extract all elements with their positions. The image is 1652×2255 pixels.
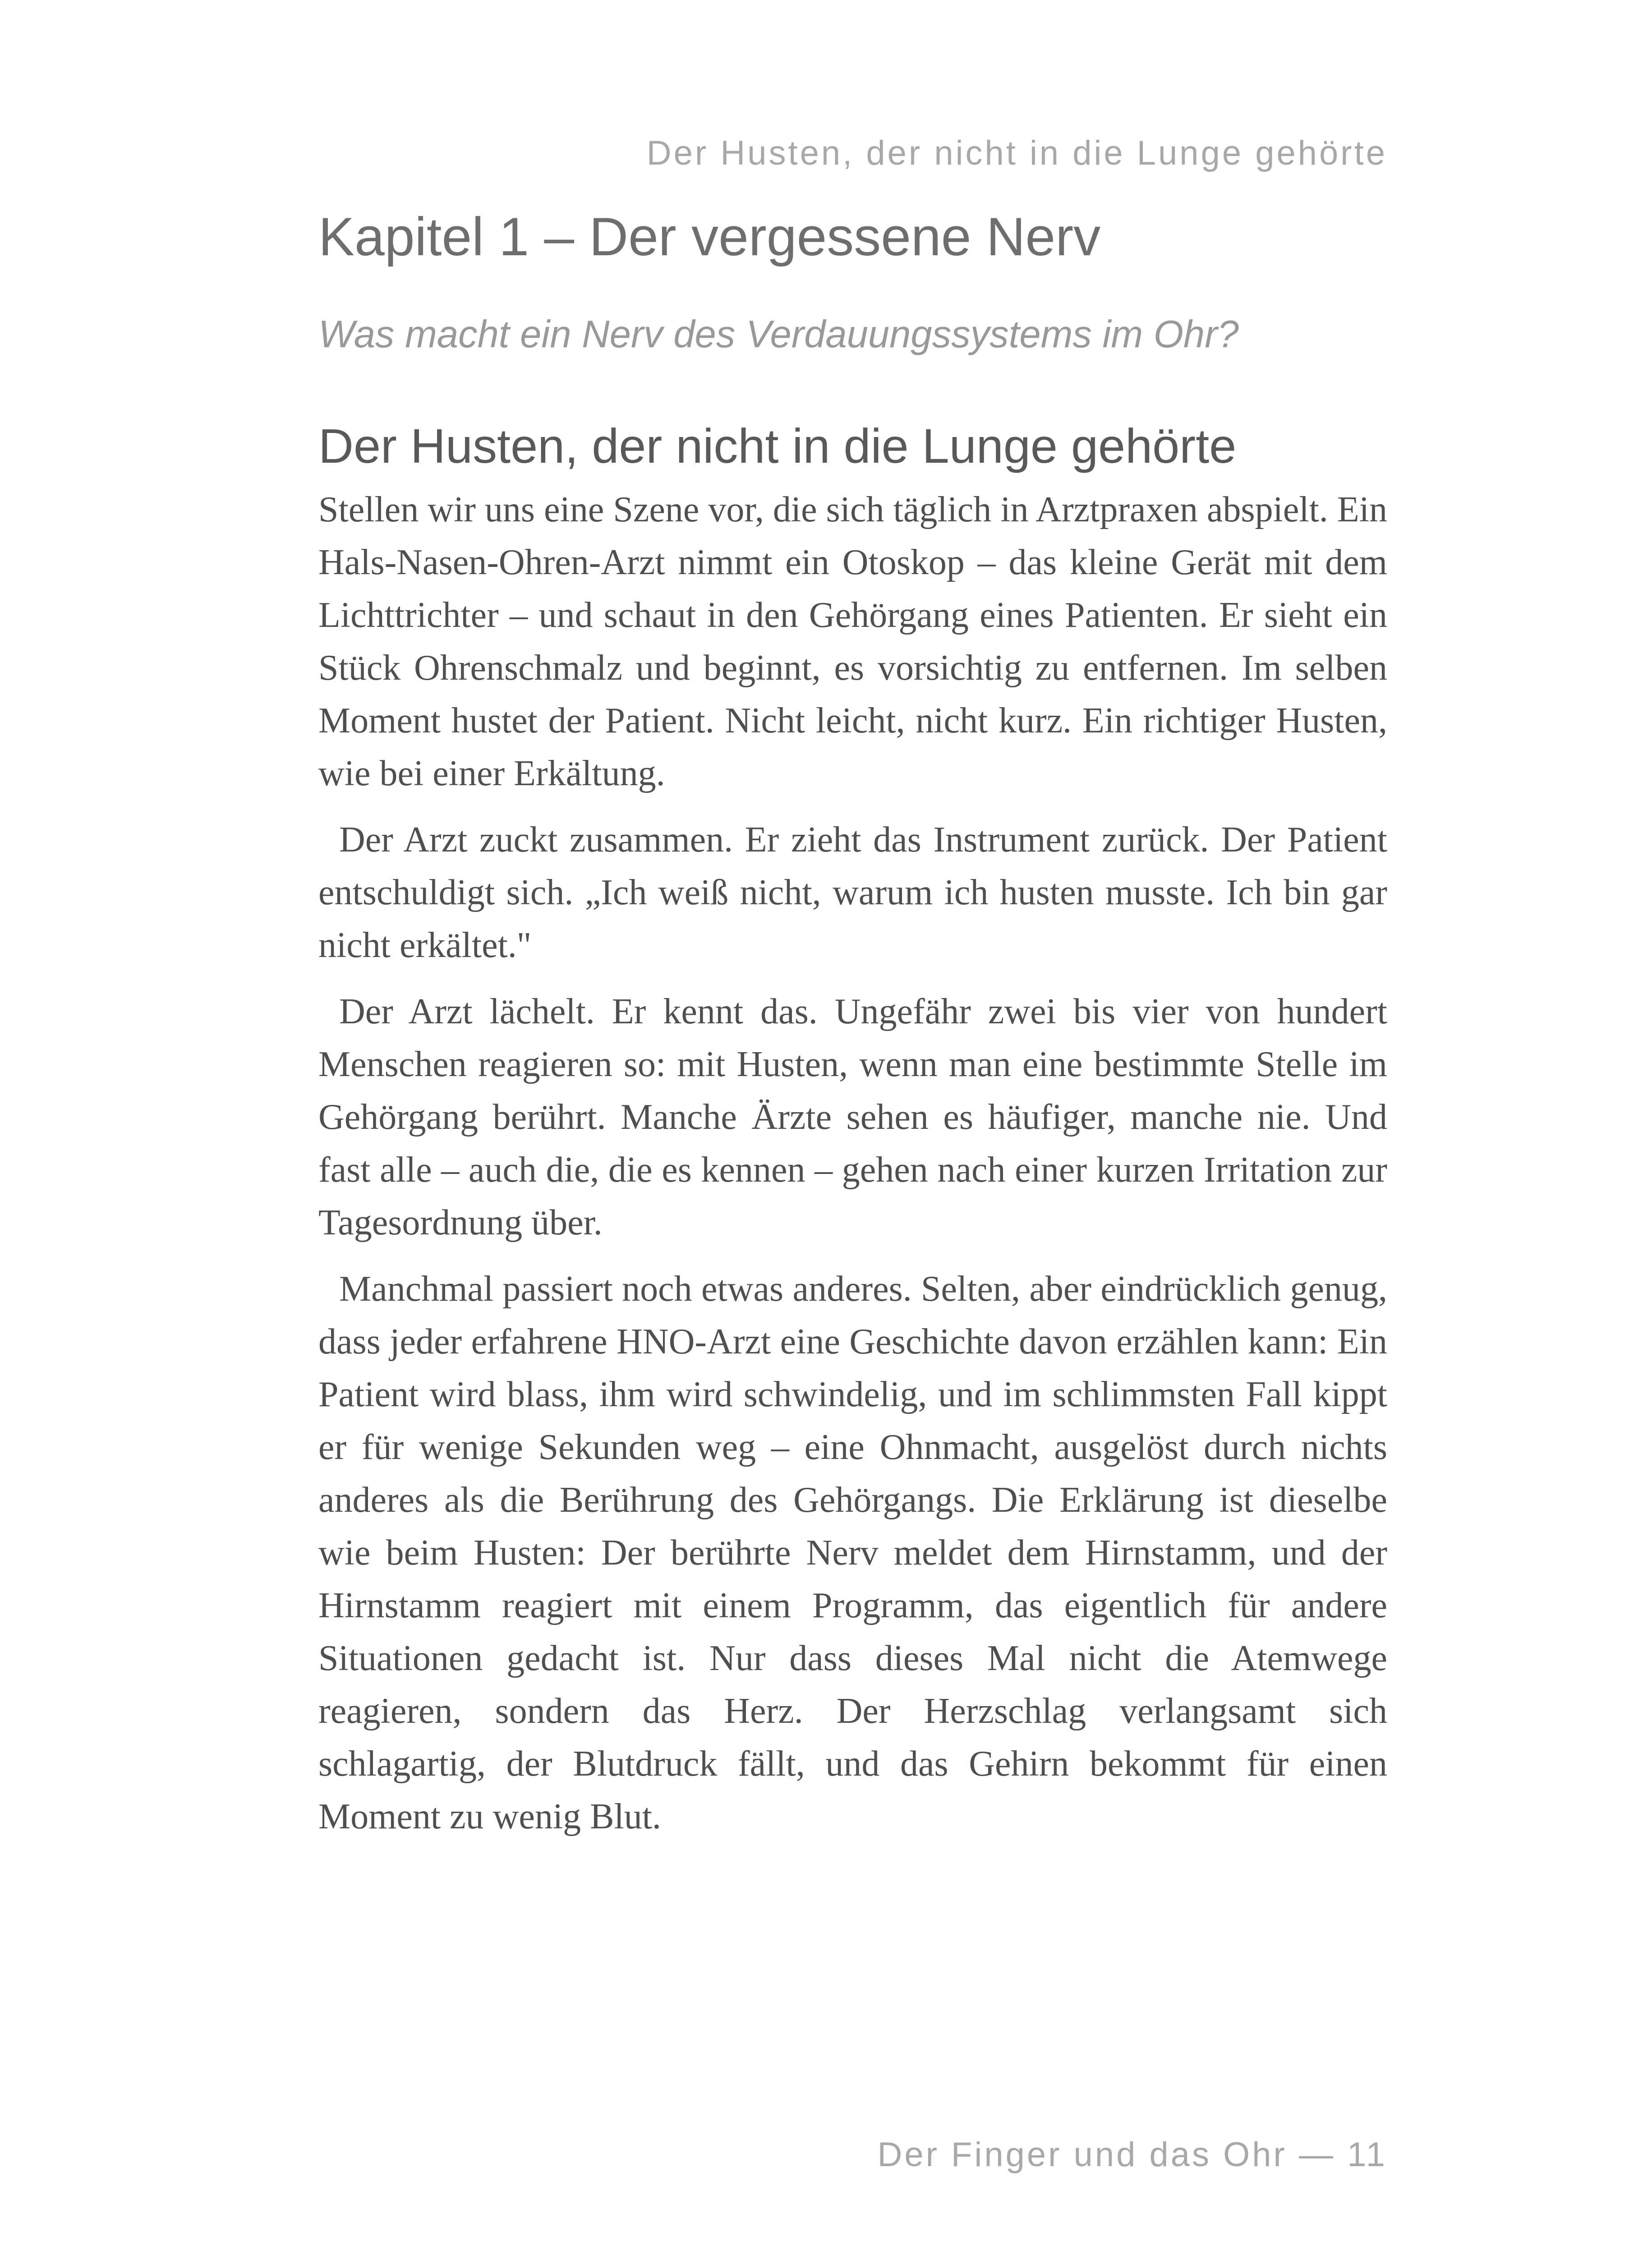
paragraph-4: Manchmal passiert noch etwas anderes. Selten, aber eindrücklich genug, dass jeder erfahrene HNO-Arzt eine Geschichte davon erzählen kann: Ein Patient wird blass, ihm wird schwindelig, und im schlimmsten Fall kippt er für wenige Sekunden weg – eine Ohnmacht, ausgelöst durch nichts anderes als die Berührung des Gehörgangs. Die Erklärung ist dieselbe wie beim Husten: Der berührte Nerv meldet dem Hirnstamm, und der Hirnstamm reagiert mit einem Programm, das eigentlich für andere Situationen gedacht ist. Nur dass dieses Mal nicht die Atemwege reagieren, sondern das Herz. Der Herzschlag verlangsamt sich schlagartig, der Blutdruck fällt, und das Gehirn bekommt für einen Moment zu wenig Blut. bbox=[318, 1269, 1387, 1836]
paragraph-3: Der Arzt lächelt. Er kennt das. Ungefähr zwei bis vier von hundert Menschen reagieren so: mit Husten, wenn man eine bestimmte Stelle im Gehörgang berührt. Manche Ärzte sehen es häufiger, manche nie. Und fast alle – auch die, die es kennen – gehen nach einer kurzen Irritation zur Tagesordnung über. bbox=[318, 992, 1387, 1243]
paragraph-1: Stellen wir uns eine Szene vor, die sich täglich in Arztpraxen abspielt. Ein Hals-Nasen-Ohren-Arzt nimmt ein Otoskop – das kleine Gerät mit dem Lichttrichter – und schaut in den Gehörgang eines Patienten. Er sieht ein Stück Ohrenschmalz und beginnt, es vorsichtig zu entfernen. Im selben Moment hustet der Patient. Nicht leicht, nicht kurz. Ein richtiger Husten, wie bei einer Erkältung. bbox=[318, 490, 1387, 793]
section-title: Der Husten, der nicht in die Lunge gehörte bbox=[318, 419, 1237, 473]
running-footer bbox=[318, 2135, 1387, 2174]
chapter-title: Kapitel 1 – Der vergessene Nerv bbox=[318, 207, 1101, 267]
footer-separator: — bbox=[1298, 2135, 1335, 2174]
page-number: 11 bbox=[1347, 2135, 1387, 2174]
running-header: Der Husten, der nicht in die Lunge gehörte bbox=[646, 134, 1387, 172]
page-content bbox=[318, 198, 1387, 1843]
chapter-subtitle: Was macht ein Nerv des Verdauungssystems im Ohr? bbox=[318, 313, 1239, 356]
paragraph-2: Der Arzt zuckt zusammen. Er zieht das Instrument zurück. Der Patient entschuldigt sich. „Ich weiß nicht, warum ich husten musste. Ich bin gar nicht erkältet." bbox=[318, 820, 1387, 965]
body-text bbox=[318, 483, 1387, 1843]
footer-book-title: Der Finger und das Ohr bbox=[877, 2135, 1287, 2174]
